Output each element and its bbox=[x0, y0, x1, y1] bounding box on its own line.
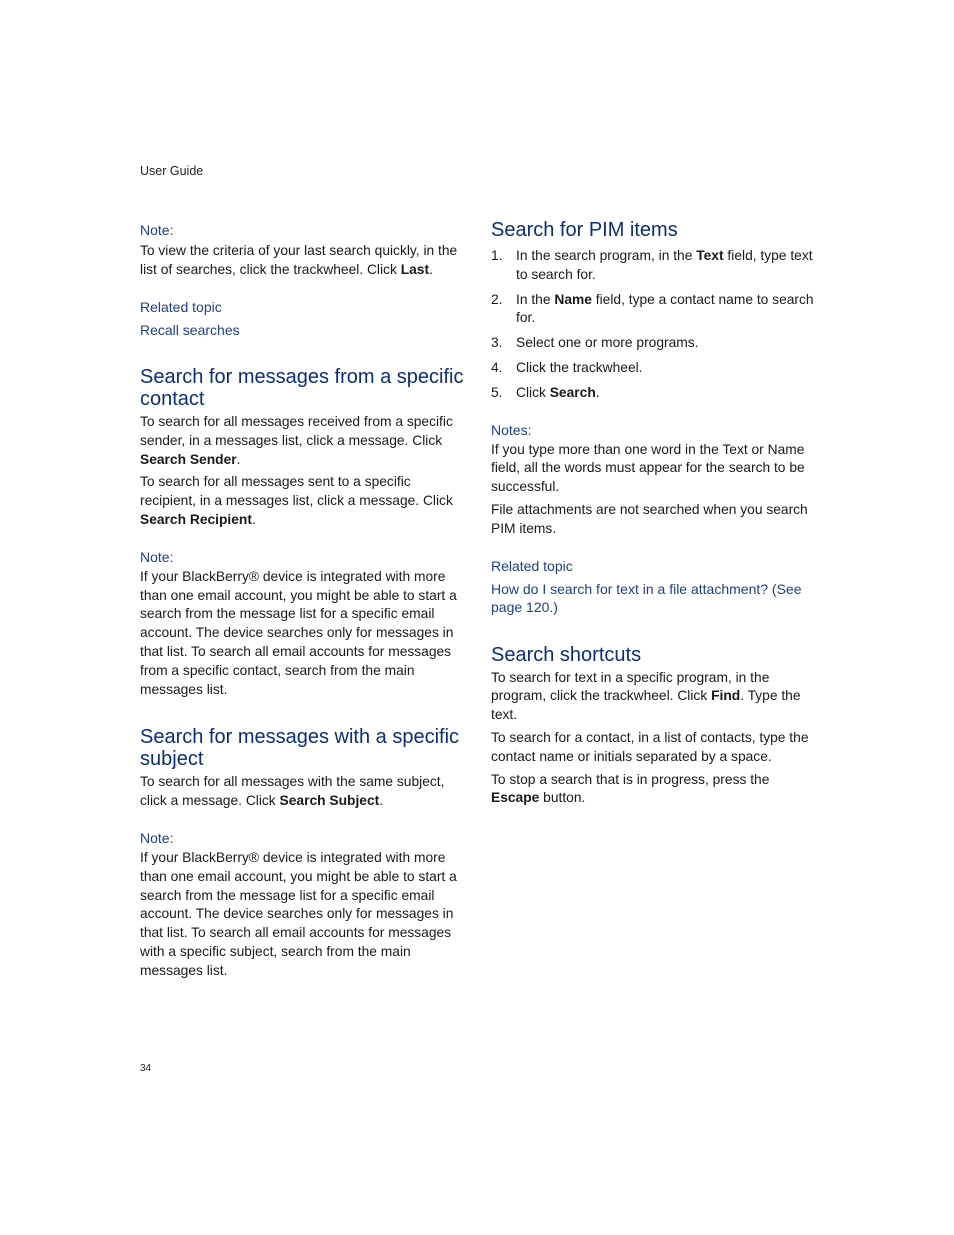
section-title-pim-items: Search for PIM items bbox=[491, 219, 678, 241]
running-header: User Guide bbox=[140, 164, 204, 178]
list-item: 4. Click the trackwheel. bbox=[491, 359, 643, 375]
note-text: If your BlackBerry® device is integrated with more than one email account, you might be able to start a search from the message list for a specific email account. The device searches only for messages in that list. To search all email accounts for messages from a specific contact, search from the main messages list. bbox=[140, 568, 457, 697]
note-text: File attachments are not searched when you search PIM items. bbox=[491, 501, 808, 536]
list-item: 5. Click Search. bbox=[491, 384, 600, 400]
section-title-specific-contact: Search for messages from a specific contact bbox=[140, 366, 464, 411]
pim-steps-list bbox=[491, 247, 816, 403]
note-label: Note: bbox=[140, 222, 174, 238]
related-topic-label: Related topic bbox=[491, 557, 573, 574]
file-attachment-search-link[interactable]: How do I search for text in a file attachment? (See page 120.) bbox=[491, 580, 802, 616]
list-item: 1. In the search program, in the Text field, type text to search for. bbox=[491, 248, 813, 282]
list-item: 3. Select one or more programs. bbox=[491, 335, 699, 351]
section-title-specific-subject: Search for messages with a specific subject bbox=[140, 726, 460, 771]
note-label: Note: bbox=[140, 548, 174, 565]
paragraph: To search for all messages with the same subject, click a message. Click Search Subject. bbox=[140, 774, 445, 809]
left-column bbox=[140, 215, 466, 981]
list-item: 2. In the Name field, type a contact name to search for. bbox=[491, 291, 814, 326]
page-number: 34 bbox=[140, 1063, 152, 1074]
paragraph: To search for a contact, in a list of contacts, type the contact name or initials separated by a space. bbox=[491, 729, 809, 764]
related-topic-label: Related topic bbox=[140, 298, 222, 315]
note-label: Note: bbox=[140, 830, 174, 847]
paragraph: To search for text in a specific program, in the program, click the trackwheel. Click Find. Type the text. bbox=[491, 669, 801, 723]
right-column bbox=[491, 215, 816, 808]
notes-label: Notes: bbox=[491, 421, 532, 438]
recall-searches-link[interactable]: Recall searches bbox=[140, 321, 240, 338]
paragraph: To stop a search that is in progress, press the Escape button. bbox=[491, 771, 770, 806]
paragraph: To search for all messages sent to a specific recipient, in a messages list, click a message. Click Search Recipient. bbox=[140, 474, 453, 528]
note-text: To view the criteria of your last search quickly, in the list of searches, click the trackwheel. Click Last. bbox=[140, 243, 458, 277]
section-title-search-shortcuts: Search shortcuts bbox=[491, 643, 642, 666]
note-text: If your BlackBerry® device is integrated with more than one email account, you might be able to start a search from the message list for a specific email account. The device searches only for messages in that list. To search all email accounts for messages with a specific subject, search from the main messages list. bbox=[140, 850, 457, 978]
paragraph: To search for all messages received from a specific sender, in a messages list, click a message. Click Search Sender. bbox=[140, 414, 453, 467]
note-text: If you type more than one word in the Text or Name field, all the words must appear for the search to be successful. bbox=[491, 441, 805, 495]
